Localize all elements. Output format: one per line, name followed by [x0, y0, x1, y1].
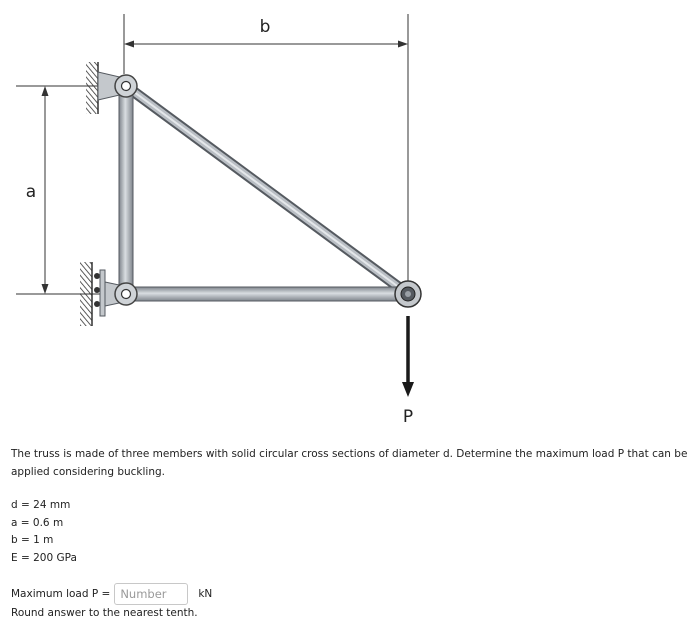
problem-statement: The truss is made of three members with solid circular cross sections of diameter d. Determine the maximum load P that can be applied considering buckling.	[11, 448, 688, 478]
dimension-b-label: b	[259, 17, 271, 37]
answer-row	[11, 582, 212, 606]
rounding-note: Round answer to the nearest tenth.	[11, 607, 198, 619]
loaded-joint	[395, 281, 421, 307]
vertical-member	[119, 86, 133, 294]
load-label: P	[402, 407, 414, 427]
answer-input[interactable]	[114, 583, 188, 605]
truss-members	[119, 86, 408, 301]
given-E: E = 200 GPa	[11, 551, 77, 564]
given-b: b = 1 m	[11, 534, 54, 547]
given-a: a = 0.6 m	[11, 516, 64, 529]
horizontal-member	[126, 287, 408, 301]
answer-label: Maximum load P =	[11, 588, 111, 600]
given-values	[11, 497, 77, 567]
answer-unit: kN	[198, 588, 213, 600]
dimension-b	[124, 14, 408, 286]
dimension-a-label: a	[25, 182, 37, 202]
given-d: d = 24 mm	[11, 499, 71, 511]
down-arrow-icon	[402, 316, 414, 397]
